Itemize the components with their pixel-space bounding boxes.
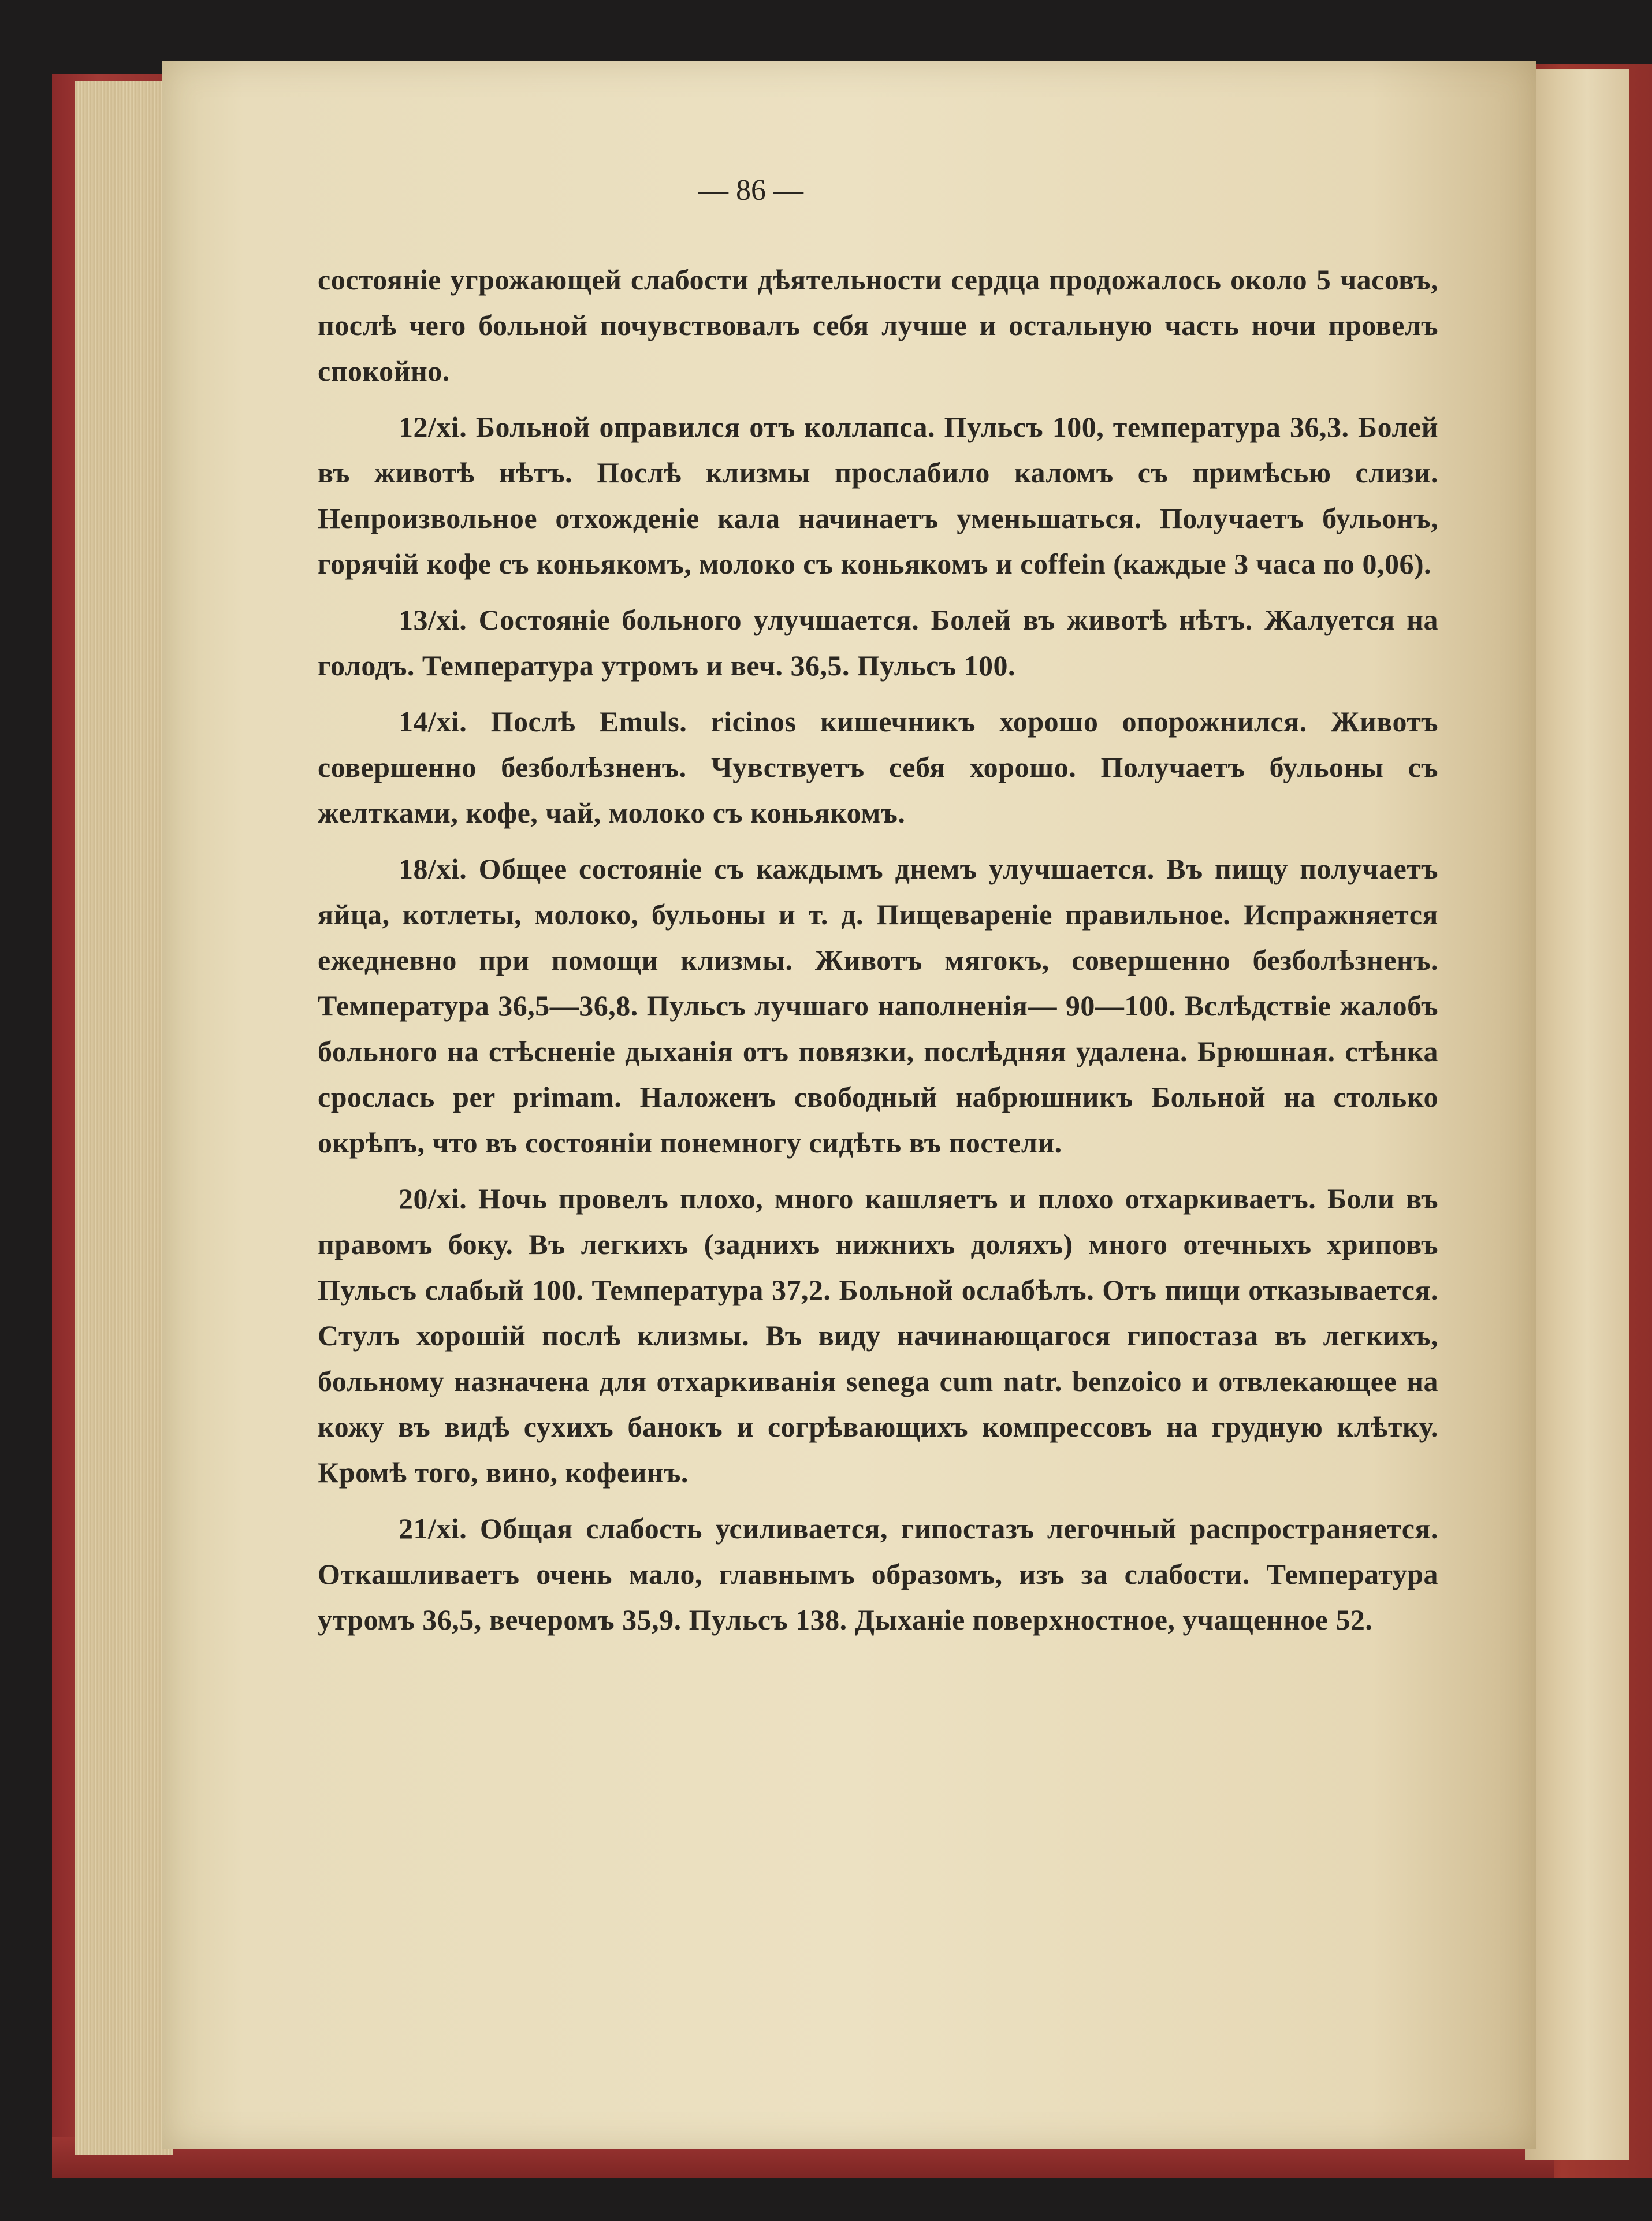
page-body [318,257,1438,1653]
paragraph-14-xi: 14/xi. Послѣ Emuls. ricinos кишечникъ хорошо опорожнился. Животъ совершенно безболѣзненъ. Чувствуетъ себя хорошо. Получаетъ бульоны съ желтками, кофе, чай, молоко съ коньякомъ. [318,705,1438,829]
page-stack-left [75,81,173,2155]
paragraph-21-xi: 21/xi. Общая слабость усиливается, гипостазъ легочный распространяется. Откашливаетъ очень мало, главнымъ образомъ, изъ за слабости. Температура утромъ 36,5, вечеромъ 35,9. Пульсъ 138. Дыханіе поверхностное, учащенное 52. [318,1512,1438,1636]
paragraph-12-xi: 12/xi. Больной оправился отъ коллапса. Пульсъ 100, температура 36,3. Болей въ животѣ нѣтъ. Послѣ клизмы прослабило каломъ съ примѣсью слизи. Непроизвольное отхожденіе кала начинаетъ уменьшаться. Получаетъ бульонъ, горячій кофе съ коньякомъ, молоко съ коньякомъ и coffein (каждые 3 часа по 0,06). [318,411,1438,580]
paragraph-continuation: состояніе угрожающей слабости дѣятельности сердца продожалось около 5 часовъ, послѣ чего больной почувствовалъ себя лучше и остальную часть ночи провелъ спокойно. [318,263,1438,387]
paragraph-20-xi: 20/xi. Ночь провелъ плохо, много кашляетъ и плохо отхаркиваетъ. Боли въ правомъ боку. Въ легкихъ (заднихъ нижнихъ доляхъ) много отечныхъ хриповъ Пульсъ слабый 100. Температура 37,2. Больной ослабѣлъ. Отъ пищи отказывается. Стулъ хорошій послѣ клизмы. Въ виду начинающагося гипостаза въ легкихъ, больному назначена для отхаркиванія senega cum natr. benzoico и отвлекающее на кожу въ видѣ сухихъ банокъ и согрѣвающихъ компрессовъ на грудную клѣтку. Кромѣ того, вино, кофеинъ. [318,1182,1438,1489]
book-page [162,61,1536,2149]
paragraph-13-xi: 13/xi. Состояніе больного улучшается. Болей въ животѣ нѣтъ. Жалуется на голодъ. Температура утромъ и веч. 36,5. Пульсъ 100. [318,604,1438,682]
facing-page-edge [1525,69,1629,2160]
paragraph-18-xi: 18/xi. Общее состояніе съ каждымъ днемъ улучшается. Въ пищу получаетъ яйца, котлеты, молоко, бульоны и т. д. Пищевареніе правильное. Испражняется ежедневно при помощи клизмы. Животъ мягокъ, совершенно безболѣзненъ. Температура 36,5—36,8. Пульсъ лучшаго наполненія— 90—100. Вслѣдствіе жалобъ больного на стѣсненіе дыханія отъ повязки, послѣдняя удалена. Брюшная. стѣнка срослась per primam. Наложенъ свободный набрюшникъ Больной на столько окрѣпъ, что въ состояніи понемногу сидѣть въ постели. [318,853,1438,1159]
page-number: — 86 — [698,174,803,207]
